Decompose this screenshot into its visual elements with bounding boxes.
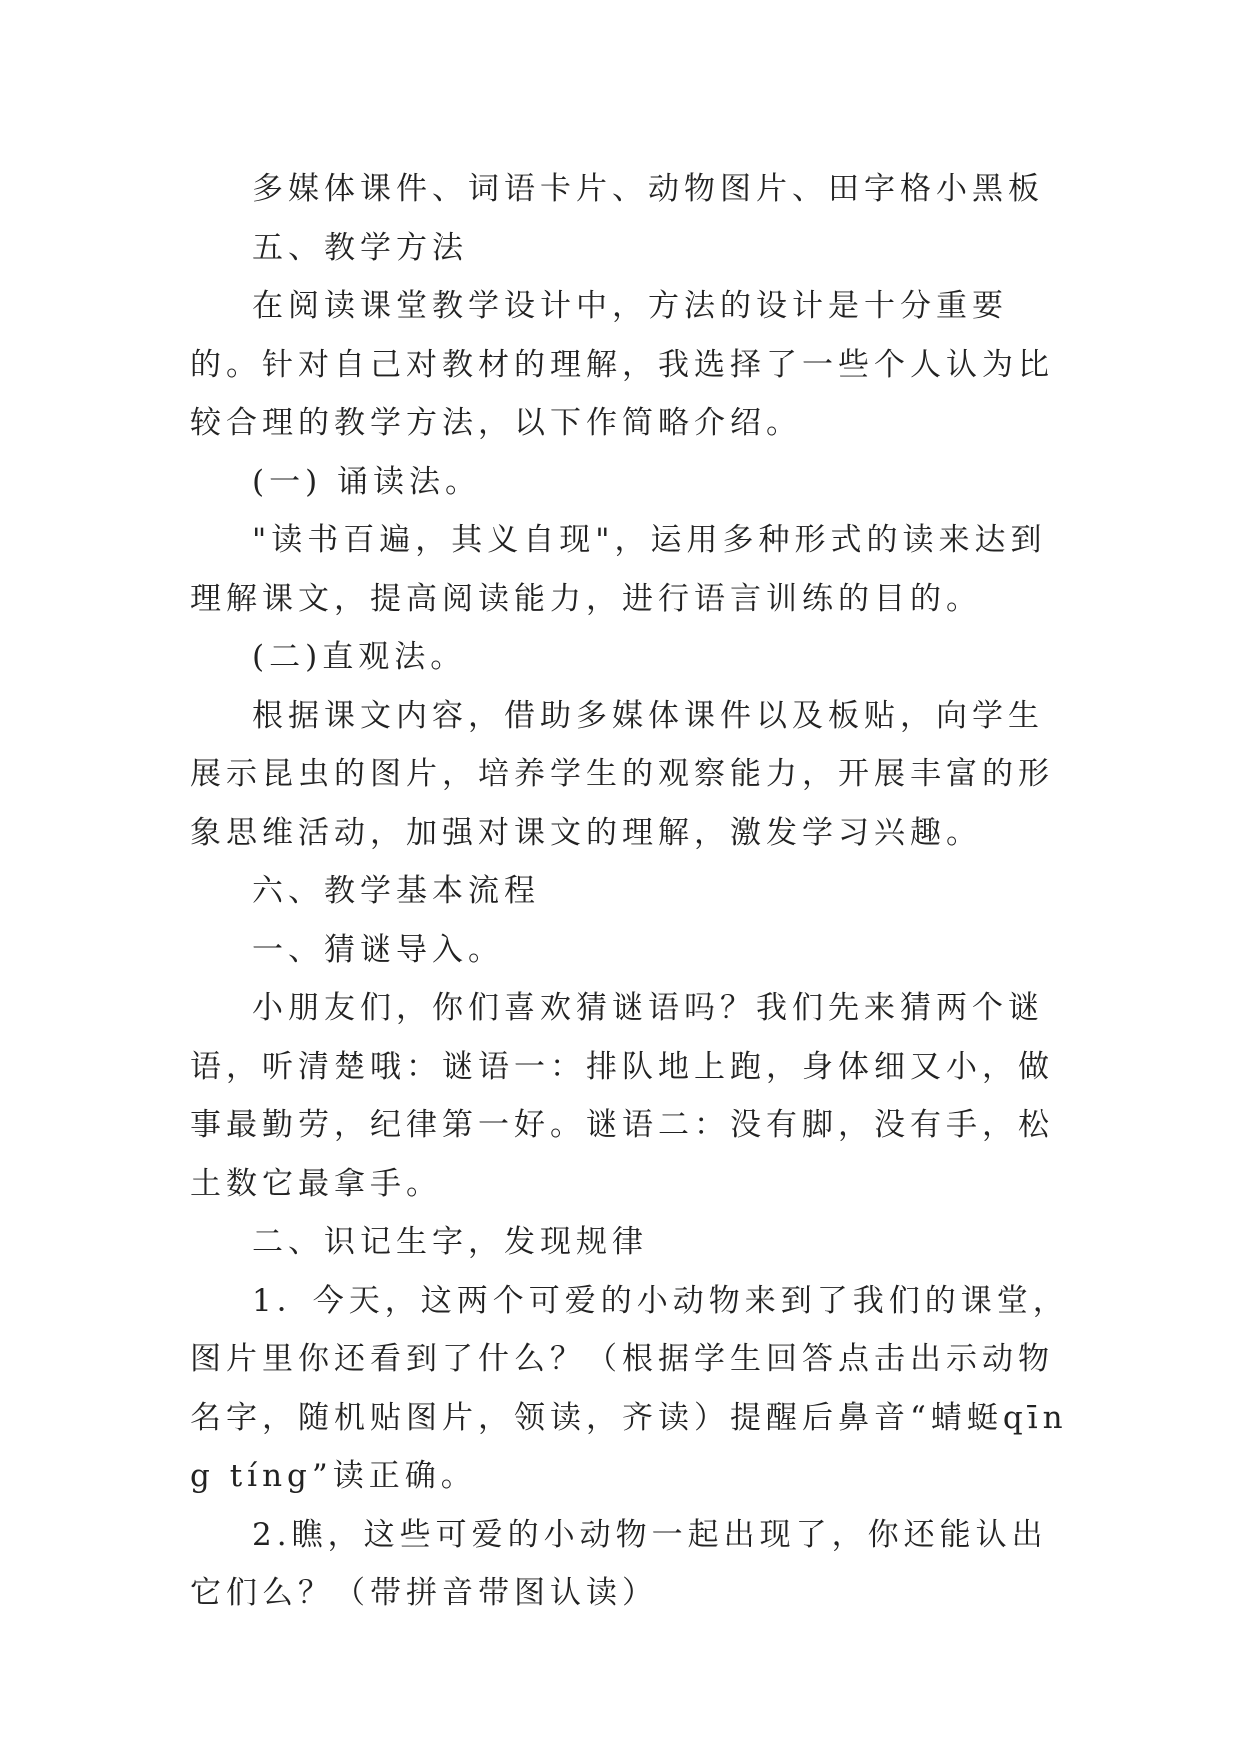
heading-learn-characters: 二、识记生字，发现规律 [252,1224,648,1260]
paragraph-methods-intro: 在阅读课堂教学设计中，方法的设计是十分重要的。针对自己对教材的理解，我选择了一些个人认为比较合理的教学方法，以下作简略介绍。 [190,288,1054,441]
document-body [190,160,1070,1623]
heading-visual-method: (二)直观法。 [252,639,467,675]
heading-riddle-intro: 一、猜谜导入。 [252,931,504,968]
paragraph-visual-method: 根据课文内容，借助多媒体课件以及板贴，向学生展示昆虫的图片，培养学生的观察能力，开展丰富的形象思维活动，加强对课文的理解，激发学习兴趣。 [190,697,1054,851]
heading-teaching-methods: 五、教学方法 [252,229,468,266]
paragraph-riddles: 小朋友们，你们喜欢猜谜语吗？我们先来猜两个谜语，听清楚哦：谜语一：排队地上跑，身体细又小，做事最勤劳，纪律第一好。谜语二：没有脚，没有手，松土数它最拿手。 [190,990,1054,1202]
paragraph-step-1: 1．今天，这两个可爱的小动物来到了我们的课堂，图片里你还看到了什么？（根据学生回答点击出示动物名字，随机贴图片，领读，齐读）提醒后鼻音“蜻蜓qīng tíng”读正确。 [190,1282,1069,1494]
heading-teaching-process: 六、教学基本流程 [252,873,540,909]
heading-recitation-method: (一) 诵读法。 [252,463,482,500]
paragraph-materials: 多媒体课件、词语卡片、动物图片、田字格小黑板 [252,171,1044,207]
paragraph-recitation-method: "读书百遍，其义自现"，运用多种形式的读来达到理解课文，提高阅读能力，进行语言训练的目的。 [190,522,1047,617]
paragraph-step-2: 2.瞧，这些可爱的小动物一起出现了，你还能认出它们么？（带拼音带图认读） [190,1516,1048,1611]
